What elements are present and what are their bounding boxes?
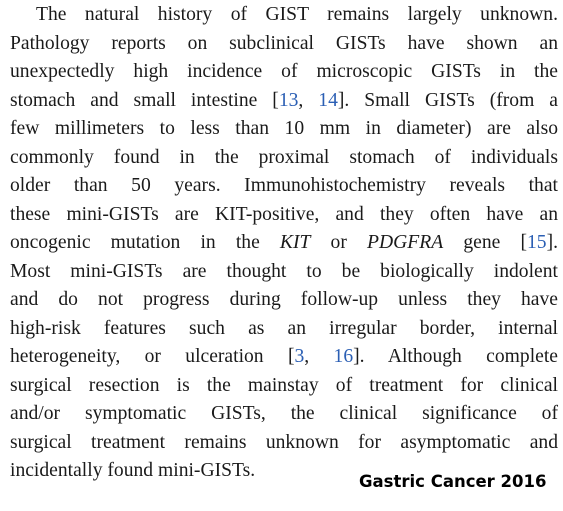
text-segment: heterogeneity, or ulceration [ bbox=[10, 346, 295, 367]
citation-link-13[interactable]: 13 bbox=[278, 89, 299, 111]
text-line-7: older than 50 years. Immunohistochemistry reveals that bbox=[10, 175, 558, 196]
text-segment: or bbox=[310, 232, 367, 253]
text-line-6: commonly found in the proximal stomach of individuals bbox=[10, 146, 558, 168]
text-segment: gene [ bbox=[443, 232, 527, 253]
text-line-3: unexpectedly high incidence of microscopic GISTs in the bbox=[10, 61, 558, 82]
text-line-1: The natural history of GIST remains largely unknown. bbox=[36, 4, 558, 25]
gene-name-pdgfra: PDGFRA bbox=[367, 232, 444, 253]
text-segment: ]. bbox=[546, 232, 559, 253]
text-line-2: Pathology reports on subclinical GISTs have shown an bbox=[10, 32, 558, 54]
text-line-9 bbox=[10, 229, 558, 258]
text-line-15: and/or symptomatic GISTs, the clinical significance of bbox=[10, 403, 558, 424]
text-segment: , bbox=[298, 89, 319, 111]
text-line-12: high-risk features such as an irregular border, internal bbox=[10, 317, 558, 339]
citation-link-3[interactable]: 3 bbox=[294, 346, 305, 367]
citation-link-15[interactable]: 15 bbox=[526, 232, 547, 253]
citation-link-14[interactable]: 14 bbox=[318, 89, 338, 111]
text-line-10: Most mini-GISTs are thought to be biologically indolent bbox=[10, 260, 558, 282]
source-caption: Gastric Cancer 2016 bbox=[359, 472, 547, 491]
text-segment: , bbox=[304, 346, 334, 367]
text-segment: stomach and small intestine [ bbox=[10, 89, 279, 111]
text-line-16: surgical treatment remains unknown for asymptomatic and bbox=[10, 431, 558, 453]
text-segment: ]. Although complete bbox=[353, 346, 558, 367]
text-line-17: incidentally found mini-GISTs. bbox=[10, 460, 256, 481]
gene-name-kit: KIT bbox=[279, 232, 311, 253]
body-paragraph bbox=[10, 1, 558, 486]
text-line-5: few millimeters to less than 10 mm in diameter) are also bbox=[10, 118, 558, 139]
text-segment: ]. Small GISTs (from a bbox=[337, 89, 559, 111]
text-line-4 bbox=[10, 87, 558, 116]
text-segment: oncogenic mutation in the bbox=[10, 232, 280, 253]
citation-link-16[interactable]: 16 bbox=[333, 346, 354, 367]
text-line-14: surgical resection is the mainstay of treatment for clinical bbox=[10, 374, 558, 396]
text-line-13 bbox=[10, 343, 558, 372]
text-line-11: and do not progress during follow-up unless they have bbox=[10, 289, 558, 310]
text-line-8: these mini-GISTs are KIT-positive, and they often have an bbox=[10, 203, 558, 225]
